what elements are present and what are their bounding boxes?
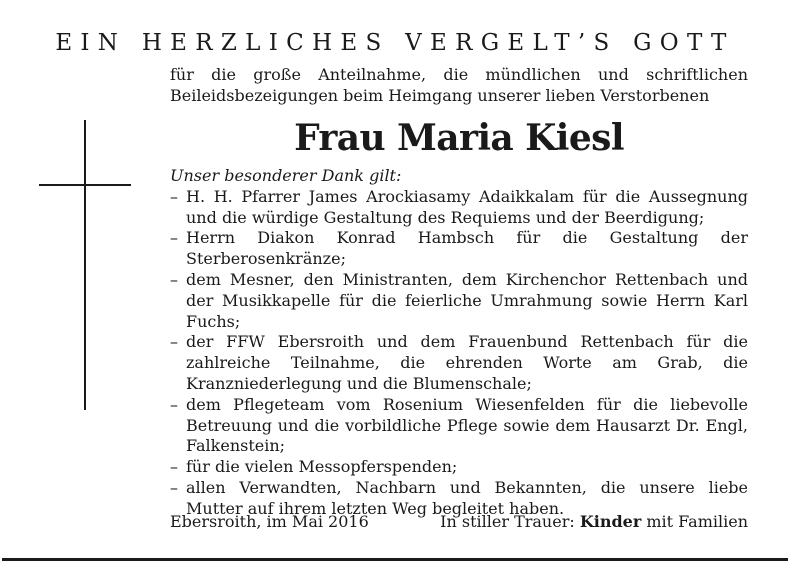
place-date: Ebersroith, im Mai 2016: [170, 512, 369, 531]
cross-vertical-bar: [84, 120, 86, 410]
mourning-signature: [440, 511, 748, 533]
list-item: [170, 228, 748, 270]
cross-horizontal-bar: [39, 184, 131, 186]
dash-bullet: –: [170, 186, 178, 206]
list-item-text: Herrn Diakon Konrad Hambsch für die Gestaltung der Sterberosenkränze;: [186, 228, 748, 269]
list-item-text: dem Pflegeteam vom Rosenium Wiesenfelden für die liebevolle Betreuung und die vorbildliche Pflege sowie dem Hausarzt Dr. Engl, Falkenstein;: [186, 394, 748, 456]
dash-bullet: –: [170, 269, 178, 289]
intro-text: für die große Anteilnahme, die mündlichen und schriftlichen Beileidsbezeigungen beim Heimgang unserer lieben Verstorbenen: [170, 65, 748, 105]
list-item-text: dem Mesner, den Ministranten, dem Kirchenchor Rettenbach und der Musikkapelle für die feierliche Umrahmung sowie Herrn Karl Fuchs;: [186, 269, 748, 331]
mourning-suffix: mit Familien: [641, 512, 748, 531]
list-item-text: allen Verwandten, Nachbarn und Bekannten, die unsere liebe Mutter auf ihrem letzten Weg begleitet haben.: [186, 477, 748, 518]
thanks-section: [170, 166, 748, 520]
dash-bullet: –: [170, 477, 178, 497]
thanks-list: [170, 187, 748, 520]
list-item: [170, 332, 748, 394]
list-item: [170, 395, 748, 457]
list-item-text: der FFW Ebersroith und dem Frauenbund Rettenbach für die zahlreiche Teilnahme, die ehrenden Worte am Grab, die Kranzniederlegung und die Blumenschale;: [186, 332, 748, 393]
thanks-heading: Unser besonderer Dank gilt:: [170, 166, 402, 185]
dash-bullet: –: [170, 228, 178, 248]
list-item: [170, 187, 748, 229]
bottom-rule: [2, 558, 788, 561]
list-item: [170, 270, 748, 332]
mourning-family: Kinder: [579, 512, 642, 531]
mourning-prefix: In stiller Trauer:: [440, 512, 580, 531]
dash-bullet: –: [170, 394, 178, 414]
list-item: [170, 457, 748, 478]
list-item-text: H. H. Pfarrer James Arockiasamy Adaikkalam für die Aussegnung und die würdige Gestaltung des Requiems und der Beerdigung;: [186, 186, 748, 227]
headline: EIN HERZLICHES VERGELT’S GOTT: [55, 30, 735, 56]
dash-bullet: –: [170, 457, 178, 477]
deceased-name: Frau Maria Kiesl: [294, 117, 624, 159]
dash-bullet: –: [170, 332, 178, 352]
list-item-text: für die vielen Messopferspenden;: [186, 457, 458, 477]
